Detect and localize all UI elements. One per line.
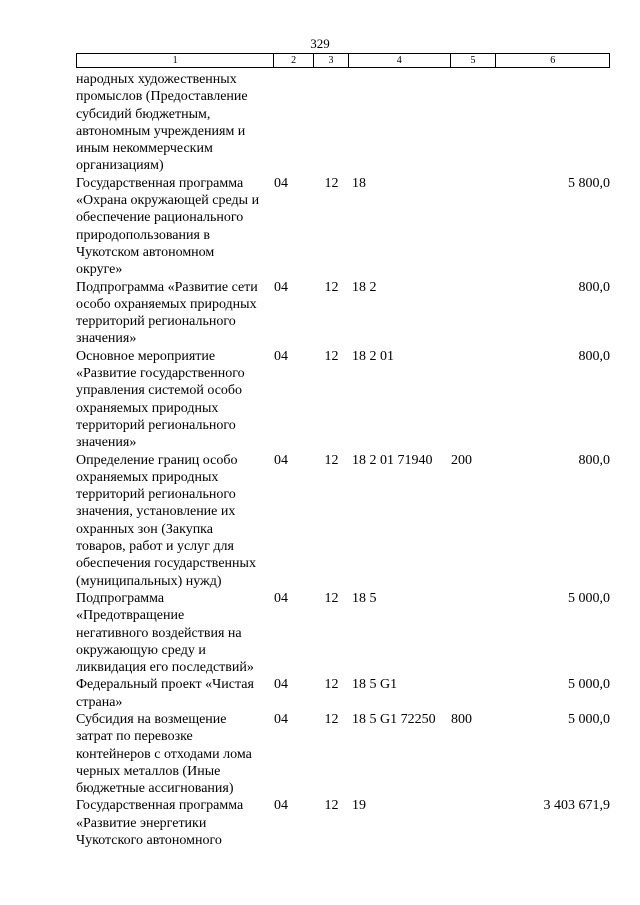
row-target-code: 18 5 G1 [352, 677, 398, 693]
table-row [76, 676, 610, 711]
table-row [76, 797, 610, 849]
row-section: 04 [274, 590, 288, 606]
row-amount: 5 000,0 [568, 590, 610, 606]
row-subsection: 12 [324, 175, 339, 191]
table-row [76, 71, 610, 175]
row-expense-type [451, 279, 497, 348]
row-section [274, 71, 314, 175]
row-subsection: 12 [324, 711, 339, 727]
row-name: Государственная программа «Охрана окружающей среды и обеспечение рационального природопользования в Чукотском автономном округе» [76, 175, 260, 278]
table-body [76, 71, 610, 849]
row-amount: 5 000,0 [568, 677, 610, 693]
row-name: Субсидия на возмещение затрат по перевозке контейнеров с отходами лома черных металлов (Иные бюджетные ассигнования) [76, 711, 252, 797]
header-col-5: 5 [451, 54, 497, 67]
row-name: Подпрограмма «Предотвращение негативного воздействия на окружающую среду и ликвидация его последствий» [76, 590, 254, 676]
table-row [76, 452, 610, 590]
row-target-code: 18 2 01 [352, 348, 394, 364]
row-target-code: 18 2 [352, 279, 377, 295]
row-amount: 800,0 [578, 348, 610, 364]
row-section: 04 [274, 175, 288, 191]
row-section: 04 [274, 677, 288, 693]
row-name: Федеральный проект «Чистая страна» [76, 677, 254, 710]
header-col-6: 6 [550, 55, 556, 66]
row-expense-type: 800 [451, 711, 472, 727]
table-row [76, 348, 610, 452]
row-amount: 5 800,0 [568, 175, 610, 191]
table-row [76, 279, 610, 348]
row-name: Основное мероприятие «Развитие государственного управления системой особо охраняемых природных территорий регионального значения» [76, 348, 245, 451]
row-subsection: 12 [324, 279, 339, 295]
header-col-3: 3 [314, 54, 349, 67]
row-subsection: 12 [324, 452, 339, 468]
row-amount: 5 000,0 [568, 711, 610, 727]
row-expense-type [451, 348, 497, 452]
row-amount: 3 403 671,9 [543, 798, 610, 814]
row-target-code: 18 5 G1 72250 [352, 711, 436, 727]
table-row [76, 590, 610, 676]
row-expense-type [451, 797, 497, 849]
row-section: 04 [274, 279, 288, 295]
header-col-1: 1 [77, 54, 274, 67]
row-target-code: 18 2 01 71940 [352, 452, 433, 468]
row-target-code: 19 [352, 798, 366, 814]
table-row [76, 175, 610, 279]
row-subsection: 12 [324, 590, 339, 606]
row-section: 04 [274, 348, 288, 364]
row-expense-type [451, 71, 497, 175]
row-subsection [314, 71, 349, 175]
row-section: 04 [274, 711, 288, 727]
row-section: 04 [274, 452, 288, 468]
row-amount: 800,0 [578, 279, 610, 295]
row-name: Определение границ особо охраняемых природных территорий регионального значения, установление их охранных зон (Закупка товаров, работ и услуг для обеспечения государственных (муниципальных) нужд) [76, 452, 256, 589]
row-target-code [349, 71, 451, 175]
header-col-4: 4 [349, 54, 451, 67]
row-amount [497, 71, 610, 175]
table-row [76, 711, 610, 797]
row-section: 04 [274, 798, 288, 814]
row-subsection: 12 [324, 677, 339, 693]
row-subsection: 12 [324, 348, 339, 364]
row-name: народных художественных промыслов (Предоставление субсидий бюджетным, автономным учреждениям и иным некоммерческим организациям) [76, 72, 248, 174]
row-amount: 800,0 [578, 452, 610, 468]
header-col-2: 2 [274, 54, 314, 67]
row-target-code: 18 [352, 175, 366, 191]
row-expense-type: 200 [451, 452, 472, 468]
row-expense-type [451, 175, 497, 279]
row-target-code: 18 5 [352, 590, 377, 606]
row-subsection: 12 [324, 798, 339, 814]
table-header [76, 53, 610, 68]
row-name: Государственная программа «Развитие энергетики Чукотского автономного [76, 798, 244, 849]
row-expense-type [451, 590, 497, 676]
page-number: 329 [310, 36, 330, 51]
row-name: Подпрограмма «Развитие сети особо охраняемых природных территорий регионального значения» [76, 279, 258, 347]
row-expense-type [451, 676, 497, 711]
